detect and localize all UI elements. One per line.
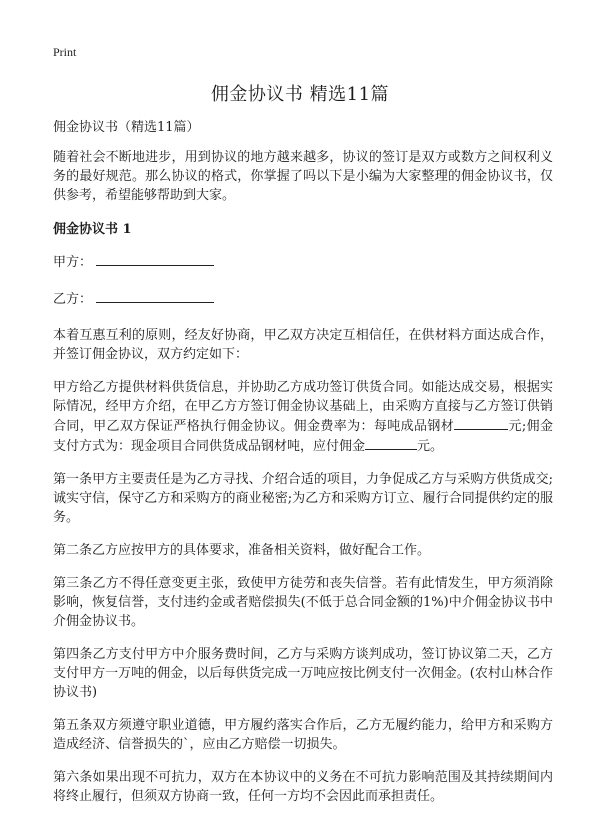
party-a-label: 甲方： <box>53 255 93 270</box>
document-body <box>53 118 553 820</box>
paragraph-commission <box>53 378 553 456</box>
article-4: 第四条乙方支付甲方中介服务费时间，乙方与采购方谈判成功，签订协议第二天，乙方支付甲方一万吨的佣金，以后每供货完成一万吨应按比例支付一次佣金。(农村山林合作协议书) <box>53 647 553 700</box>
article-1: 第一条甲方主要责任是为乙方寻找、介绍合适的项目，力争促成乙方与采购方供货成交;诚实守信，保守乙方和采购方的商业秘密;为乙方和采购方订立、履行合同提供约定的服务。 <box>53 472 553 525</box>
article-3: 第三条乙方不得任意变更主张，致使甲方徒劳和丧失信誉。若有此情发生，甲方须消除影响，恢复信誉，支付违约金或者赔偿损失(不低于总合同金额的1%)中介佣金协议书中介佣金协议书。 <box>53 576 553 629</box>
amount-blank <box>365 436 417 450</box>
article-5: 第五条双方须遵守职业道德，甲方履约落实合作后，乙方无履约能力，给甲方和采购方造成经济、信誉损失的`，应由乙方赔偿一切损失。 <box>53 718 553 752</box>
commission-text-3: 元。 <box>417 439 444 454</box>
document-title: 佣金协议书 精选11篇 <box>210 84 390 105</box>
commission-text-1: 甲方给乙方提供材料供货信息，并协助乙方成功签订供货合同。如能达成交易，根据实际情况，经甲方介绍，在甲乙方方签订佣金协议基础上，由采购方直接与乙方签订供销合同，甲乙双方保证严格执行佣金协议。佣金费率为：每吨成品钢材 <box>53 380 553 434</box>
party-a-line <box>53 252 553 272</box>
party-b-blank <box>96 289 214 303</box>
intro-paragraph: 随着社会不断地进步，用到协议的地方越来越多，协议的签订是双方或数方之间权利义务的最好规范。那么协议的格式，你掌握了吗以下是小编为大家整理的佣金协议书，仅供参考，希望能够帮助到大家。 <box>53 150 553 203</box>
section-heading: 佣金协议书 1 <box>53 222 132 237</box>
paragraph-principle: 本着互惠互利的原则，经友好协商，甲乙双方决定互相信任，在供材料方面达成合作，并签订佣金协议，双方约定如下： <box>53 328 553 362</box>
party-b-label: 乙方： <box>53 292 93 307</box>
print-link[interactable]: Print <box>53 45 77 59</box>
rate-blank <box>454 416 508 430</box>
commission-text-2: 元;佣金支付方式为：现金项目合同供货成品钢材吨，应付佣金 <box>53 419 553 454</box>
document-subtitle: 佣金协议书（精选11篇） <box>53 120 200 135</box>
party-a-blank <box>96 252 214 266</box>
article-2: 第二条乙方应按甲方的具体要求，准备相关资料，做好配合工作。 <box>53 543 431 558</box>
article-6: 第六条如果出现不可抗力，双方在本协议中的义务在不可抗力影响范围及其持续期间内将终止履行，但须双方协商一致，任何一方均不会因此而承担责任。 <box>53 770 553 804</box>
party-b-line <box>53 289 553 309</box>
